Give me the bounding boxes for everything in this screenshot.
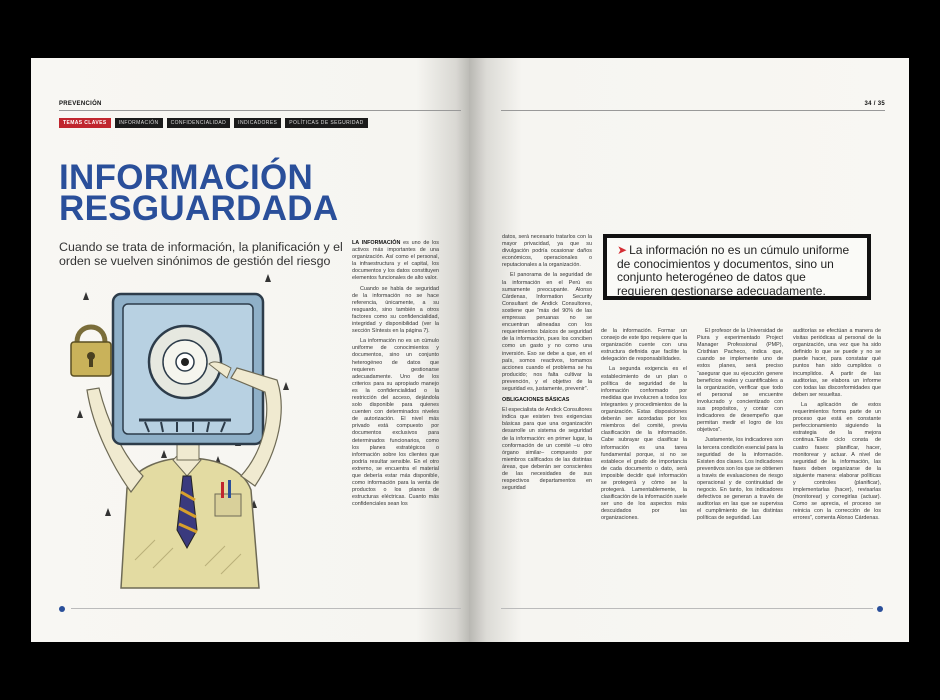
footer-rule-left xyxy=(71,608,461,609)
footer-dot-left xyxy=(59,606,65,612)
article-column-3 xyxy=(601,328,687,526)
tag-confidencialidad: CONFIDENCIALIDAD xyxy=(167,118,231,128)
col3-paragraph-1: de la información. Formar un consejo de este tipo requiere que la organización cuente con una estructura definida que facilite la delegación de responsabilidades. xyxy=(601,328,687,363)
col2-paragraph-3: El especialista de Andick Consultores indica que existen tres exigencias básicas para que una organización desarrolle un sistema de seguridad de la información: en primer lugar, la conformación de un comité –u otro órgano similar– compuesto por miembros calificados de las distintas áreas, que deberán ser conscientes de las necesidades de sus respectivos departamentos en seguridad xyxy=(502,407,592,492)
arrow-right-icon: ➤ xyxy=(617,243,628,257)
tag-informacion: INFORMACIÓN xyxy=(115,118,163,128)
right-page xyxy=(469,58,909,642)
section-heading-obligaciones: OBLIGACIONES BÁSICAS xyxy=(502,397,570,404)
col1-paragraph-3: La información no es un cúmulo uniforme de conocimientos y documentos, sino un conjunto heterogéneo de datos que requieren gestionarse adecuadamente. Uno de los criterios para su apropiado manejo es la confidencialidad o la restricción del acceso, dejándola solo disponible para quienes cuenten con determinados niveles de autorización. El nivel más privado está compuesto por documentos exclusivos para determinados funcionarios, como los planes estratégicos o información sobre los clientes que podría resultar sensible. En el otro extremo, se encuentra el material que debería estar más disponible, como información para la venta de productos o los planos de estructuras eléctricas. Cuanto más confidenciales sean los xyxy=(352,338,439,508)
col1-paragraph-2: Cuando se habla de seguridad de la información no se hace referencia, únicamente, a su resguardo, sino también a otros factores como su confidencialidad, integridad y disponibilidad (ver la sección Síntesis en la página 7). xyxy=(352,285,439,335)
col4-paragraph-2: Justamente, los indicadores son la tercera condición esencial para la seguridad de la información. Existen dos clases. Los indicadores preventivos son los que se obtienen a través de evaluaciones de riesgo operacional y de continuidad de negocio. En tanto, los indicadores defectivos se generan a través de auditorías en las que se supervisa el cumplimiento de las distintas políticas de seguridad. Las xyxy=(697,437,784,522)
col5-paragraph-2: La aplicación de estos requerimientos forma parte de un proceso que está en constante perfeccionamiento siguiendo la estrategia de la mejora continua.“Este ciclo consta de cuatro fases: planificar, hacer, monitorear y actuar. A nivel de seguridad de la información, las fases deben organizarse de la siguiente manera: elaborar políticas y controles (planificar), implementarlas (hacer), revisarlas (monitorear) y corregirlas (actuar). Como se aprecia, el proceso se reinicia con la corrección de los errores”, comenta Alonso Cárdenas. xyxy=(793,401,881,522)
section-label: PREVENCIÓN xyxy=(59,101,102,107)
col2-paragraph-1: datos, será necesario tratarlos con la mayor privacidad, ya que su divulgación podría ocasionar daños económicos, operacionales o reputacionales a la organización. xyxy=(502,234,592,269)
tag-bar xyxy=(59,118,368,128)
col3-paragraph-2: La segunda exigencia es el establecimiento de un plan o política de seguridad de la información conformado por medidas que involucren a todos los integrantes y procedimientos de la organización. Estas disposiciones deberán ser acordadas por los miembros del comité, previa clasificación de la información. Cabe subrayar que clasificar la información es una tarea fundamental porque, si no se establece el grado de importancia de cada documento o dato, será imposible decidir qué información se protegerá y cómo se la protegerá. Lamentablemente, la clasificación de la información suele ser uno de los aspectos más descuidados por las organizaciones. xyxy=(601,366,687,522)
col4-paragraph-1: El profesor de la Universidad de Piura y experimentado Project Manager Professional (PMP), Cristhian Pacheco, indica que, cuando se implemente uno de estos planes, será preciso “asegurar que su ejecución genere beneficios reales y cuantificables a la organización, verificar que todo el personal se encuentre involucrado y concientizado con sus propósitos, y contar con indicadores de desempeño que permitan medir el logro de los objetivos”. xyxy=(697,328,783,434)
padlock-shackle xyxy=(77,327,105,342)
article-column-5 xyxy=(793,328,881,526)
title-line-1: INFORMACIÓN xyxy=(59,158,314,197)
col1-paragraph-1: es uno de los activos más importantes de una organización. Así como el personal, la infraestructura y el capital, los documentos y los datos constituyen elementos funcionales de alto valor. xyxy=(352,240,439,282)
left-page xyxy=(31,58,469,642)
header-rule xyxy=(59,110,461,111)
article-column-4 xyxy=(697,328,783,526)
pull-quote-text: La información no es un cúmulo uniforme de conocimientos y documentos, sino un conjunto heterogéneo de datos que requieren gestionarse adecuadamente. xyxy=(617,243,850,298)
tag-temas-claves: TEMAS CLAVES xyxy=(59,118,111,128)
pull-quote-box xyxy=(603,234,871,300)
article-subtitle: Cuando se trata de información, la planificación y el orden se vuelven sinónimos de gestión del riesgo xyxy=(59,240,343,268)
footer-rule-right xyxy=(501,608,873,609)
page-numbers: 34 / 35 xyxy=(864,101,885,107)
article-column-1 xyxy=(352,240,439,511)
safe-head-illustration xyxy=(65,270,305,592)
title-line-2: RESGUARDADA xyxy=(59,189,339,228)
col2-paragraph-2: El panorama de la seguridad de la información en el Perú es sumamente preocupante. Alonso Cárdenas, Information Security Consultant de Andick Consultores, sostiene que “más del 90% de las empresas peruanas no se encuentran alineadas con los requerimientos básicos de seguridad de la información, pues los conciben como un gasto y no como una inversión. Eso se debe a que, en el país, somos reactivos, tomamos acciones cuando el problema se ha producido; nos falta cultivar la prevención, y el objetivo de la seguridad es, justamente, prevenir”. xyxy=(502,272,592,392)
pen-icon xyxy=(221,482,224,498)
pencil-icon xyxy=(228,480,231,498)
lead-word: LA INFORMACIÓN xyxy=(352,240,401,246)
col5-paragraph-1: auditorías se efectúan a manera de visitas periódicas al personal de la organización, una vez que ha sido definido lo que se puede y no se puede hacer, para constatar qué puntos han sido cumplidos o incumplidos. A partir de las auditorías, se elabora un informe con todas las disconformidades que deben ser resueltas. xyxy=(793,328,881,398)
footer-dot-right xyxy=(877,606,883,612)
article-title xyxy=(59,158,339,228)
article-column-2 xyxy=(502,234,592,495)
tag-politicas-seguridad: POLÍTICAS DE SEGURIDAD xyxy=(285,118,367,128)
tag-indicadores: INDICADORES xyxy=(234,118,281,128)
header-rule-right xyxy=(501,110,885,111)
